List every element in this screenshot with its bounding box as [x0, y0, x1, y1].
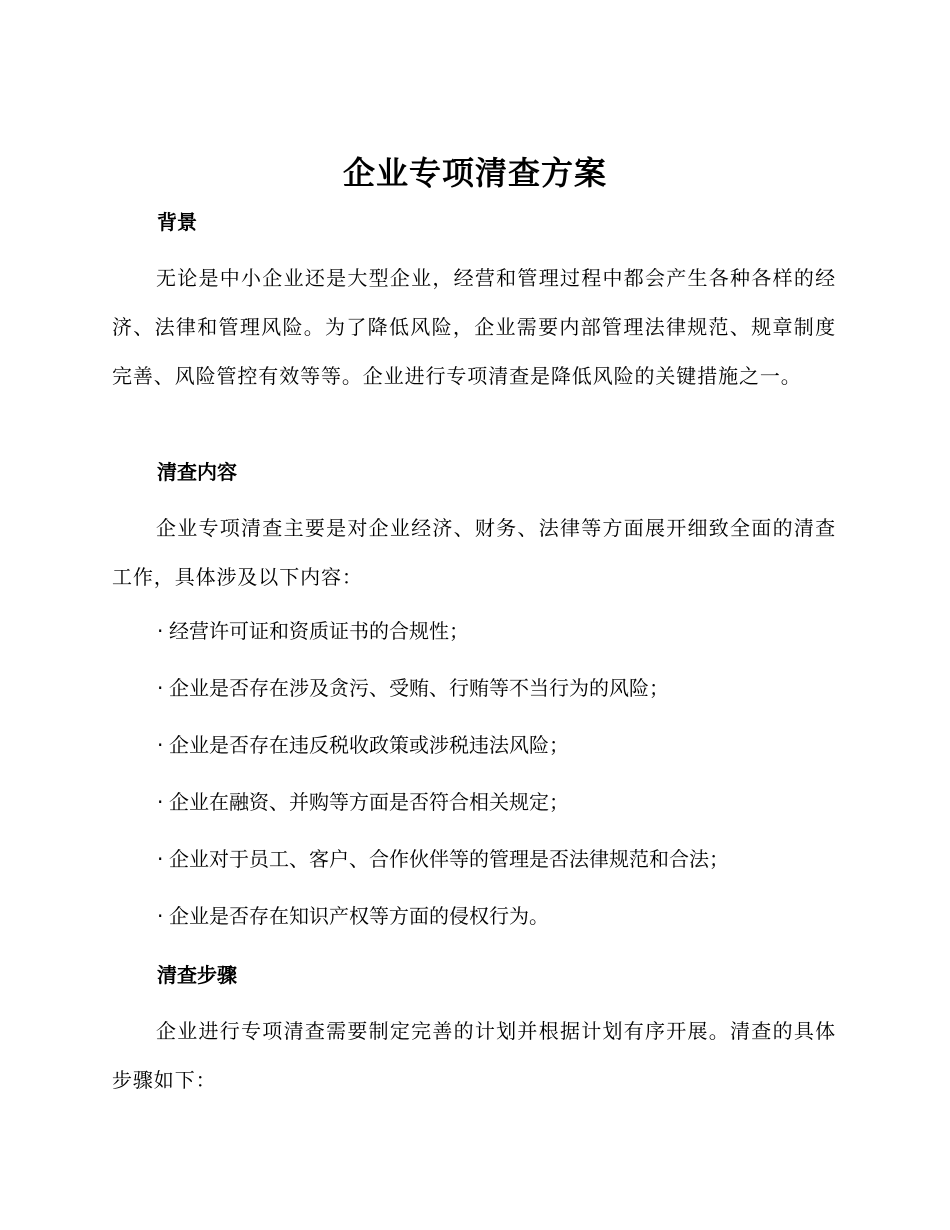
- list-item: [157, 901, 549, 931]
- document-title: 企业专项清查方案: [342, 154, 607, 192]
- section-heading-steps: 清查步骤: [157, 963, 237, 987]
- list-item-text: 企业是否存在知识产权等方面的侵权行为。: [169, 904, 549, 928]
- list-item-text: 企业是否存在违反税收政策或涉税违法风险；: [169, 733, 569, 757]
- list-item: [157, 616, 469, 646]
- bullet-marker: ·: [157, 619, 164, 643]
- background-paragraph: 无论是中小企业还是大型企业，经营和管理过程中都会产生各种各样的经济、法律和管理风险。为了降低风险，企业需要内部管理法律规范、规章制度完善、风险管控有效等等。企业进行专项清查是降低风险的关键措施之一。: [112, 266, 836, 388]
- bullet-marker: ·: [157, 733, 164, 757]
- bullet-marker: ·: [157, 790, 164, 814]
- list-item-text: 企业在融资、并购等方面是否符合相关规定；: [169, 790, 569, 814]
- list-item: [157, 787, 569, 817]
- list-item: [157, 673, 669, 703]
- section-heading-content: 清查内容: [157, 460, 237, 484]
- bullet-marker: ·: [157, 847, 164, 871]
- list-item: [157, 844, 729, 874]
- section-heading-background: 背景: [157, 210, 197, 234]
- bullet-marker: ·: [157, 904, 164, 928]
- bullet-marker: ·: [157, 676, 164, 700]
- steps-paragraph: 企业进行专项清查需要制定完善的计划并根据计划有序开展。清查的具体步骤如下：: [112, 1019, 836, 1092]
- list-item-text: 企业对于员工、客户、合作伙伴等的管理是否法律规范和合法；: [169, 847, 729, 871]
- list-item: [157, 730, 569, 760]
- content-paragraph: 企业专项清查主要是对企业经济、财务、法律等方面展开细致全面的清查工作，具体涉及以下内容：: [112, 516, 836, 589]
- list-item-text: 经营许可证和资质证书的合规性；: [169, 619, 469, 643]
- list-item-text: 企业是否存在涉及贪污、受贿、行贿等不当行为的风险；: [169, 676, 669, 700]
